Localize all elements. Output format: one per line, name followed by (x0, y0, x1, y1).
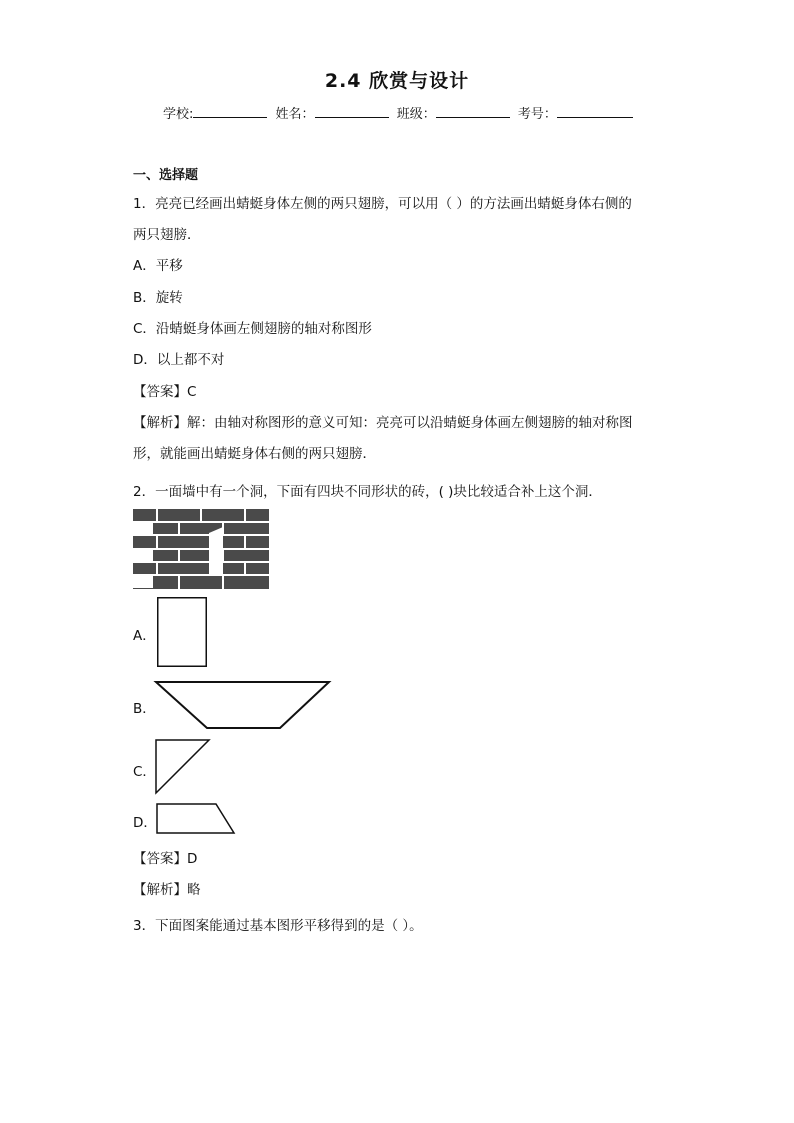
name-blank (315, 105, 389, 118)
name-label: 姓名： (275, 107, 315, 122)
brick-option-c-triangle (155, 739, 211, 795)
page-title: 2.4 欣赏与设计 (324, 70, 470, 92)
brick-option-b-trapezoid (155, 681, 331, 730)
q1-option-d: D．以上都不对 (133, 352, 225, 368)
brick-option-a-rectangle (157, 597, 207, 667)
number-blank (557, 105, 633, 118)
q1-option-c: C．沿蜻蜓身体画左侧翅膀的轴对称图形 (133, 321, 372, 337)
brick-wall-figure (133, 509, 269, 589)
q2-answer: 【答案】D (133, 851, 198, 867)
school-label: 学校: (163, 107, 194, 122)
q1-stem-line1: 1．亮亮已经画出蜻蜓身体左侧的两只翅膀，可以用（ ）的方法画出蜻蜓身体右侧的 (133, 196, 632, 212)
class-label: 班级： (396, 107, 436, 122)
q2-label-c: C． (133, 764, 156, 780)
brick-option-d-parallelogram (156, 803, 236, 835)
q2-stem: 2．一面墙中有一个洞，下面有四块不同形状的砖，( )块比较适合补上这个洞． (133, 484, 602, 500)
student-info-line (163, 103, 637, 122)
number-label: 考号： (517, 107, 557, 122)
q2-label-b: B． (133, 701, 156, 717)
q1-analysis-line1: 【解析】解：由轴对称图形的意义可知：亮亮可以沿蜻蜓身体画左侧翅膀的轴对称图 (133, 415, 633, 431)
q2-analysis: 【解析】略 (133, 882, 201, 898)
q1-analysis-line2: 形，就能画出蜻蜓身体右侧的两只翅膀． (133, 446, 376, 462)
q2-label-a: A． (133, 628, 156, 644)
q3-stem: 3．下面图案能通过基本图形平移得到的是（ ）。 (133, 918, 423, 934)
school-blank (193, 105, 267, 118)
class-blank (436, 105, 510, 118)
q2-label-d: D． (133, 815, 157, 831)
section-title: 一、选择题 (133, 168, 199, 183)
q1-stem-line2: 两只翅膀． (133, 227, 201, 243)
q1-option-b: B．旋转 (133, 290, 183, 306)
q1-option-a: A．平移 (133, 258, 183, 274)
q1-answer: 【答案】C (133, 384, 197, 400)
